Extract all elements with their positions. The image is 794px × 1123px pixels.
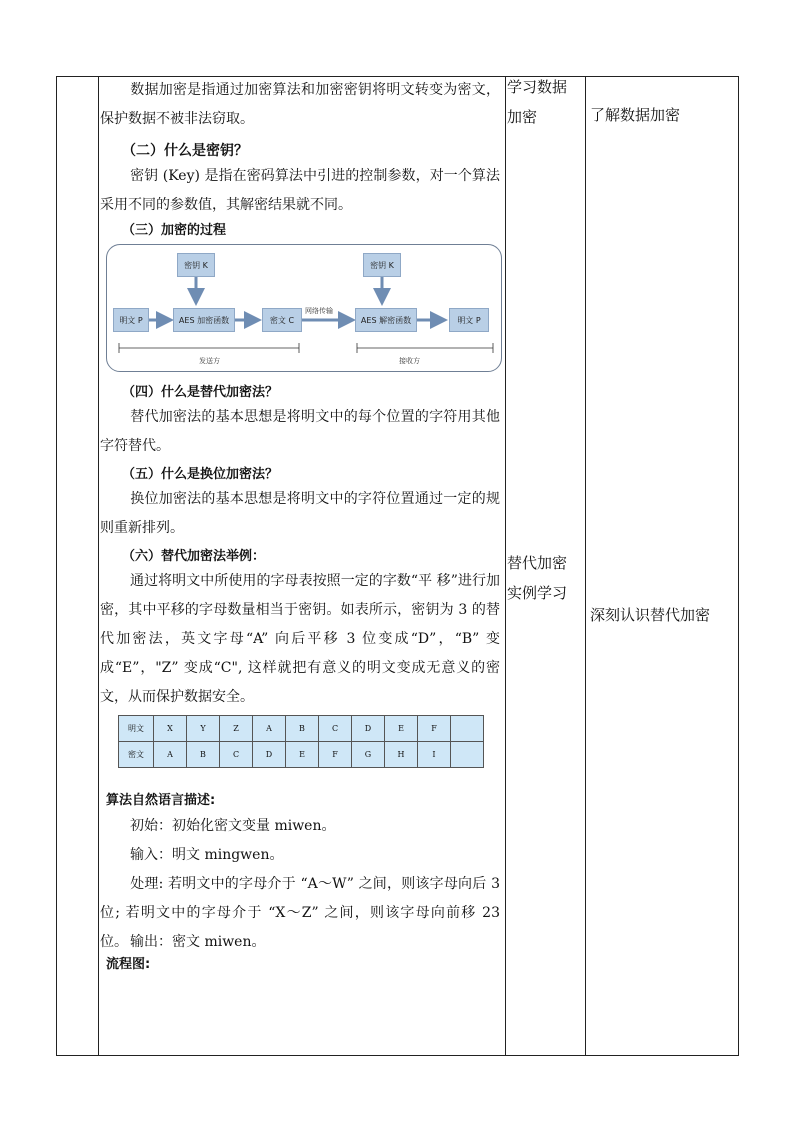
receiver-label: 接收方 — [399, 357, 420, 365]
table-cell: A — [253, 716, 286, 742]
goal-substitution: 深刻认识替代加密 — [590, 606, 711, 624]
column-divider — [98, 76, 99, 1056]
sender-label: 发送方 — [199, 357, 220, 365]
caesar-table — [118, 715, 484, 768]
heading-substitution: （四）什么是替代加密法？ — [122, 385, 279, 400]
step-input: 输入：明文 mingwen。 — [130, 847, 284, 863]
table-row-head: 密文 — [119, 742, 154, 768]
table-row — [119, 716, 484, 742]
step-output: 输出：密文 miwen。 — [130, 934, 266, 950]
table-row — [119, 742, 484, 768]
key-box-left: 密钥 K — [177, 253, 215, 277]
algorithm-title: 算法自然语言描述: — [106, 793, 216, 808]
paragraph-transposition: 换位加密法的基本思想是将明文中的字符位置通过一定的规则重新排列。 — [100, 491, 500, 536]
table-cell: E — [385, 716, 418, 742]
paragraph-substitution: 替代加密法的基本思想是将明文中的每个位置的字符用其他字符替代。 — [100, 409, 500, 454]
table-cell: Y — [187, 716, 220, 742]
table-cell — [451, 742, 484, 768]
network-label: 网络传输 — [305, 307, 333, 315]
heading-example: （六）替代加密法举例： — [122, 549, 266, 564]
decrypt-function-box: AES 解密函数 — [355, 308, 417, 332]
table-cell: D — [352, 716, 385, 742]
column-divider — [585, 76, 586, 1056]
plaintext-box-right: 明文 P — [449, 308, 489, 332]
heading-key: （二）什么是密钥？ — [122, 143, 248, 159]
paragraph-definition: 数据加密是指通过加密算法和加密密钥将明文转变为密文，保护数据不被非法窃取。 — [100, 82, 500, 127]
table-cell: H — [385, 742, 418, 768]
encrypt-function-box: AES 加密函数 — [173, 308, 235, 332]
table-cell: X — [154, 716, 187, 742]
ciphertext-box: 密文 C — [262, 308, 302, 332]
table-cell: D — [253, 742, 286, 768]
goal-understand-encryption: 了解数据加密 — [590, 106, 681, 124]
paragraph-example: 通过将明文中所使用的字母表按照一定的字数“平 移”进行加密，其中平移的字母数量相当于密钥。如表所示，密钥为 3 的替代加密法，英文字母“A” 向后平移 3 位变成“D”，“B” 变成“E”，"Z” 变成“C", 这样就把有意义的明文变成无意义的密文，从而保护数据安全。 — [100, 573, 500, 705]
table-cell: F — [418, 716, 451, 742]
table-cell: Z — [220, 716, 253, 742]
paragraph-key: 密钥 (Key) 是指在密码算法中引进的控制参数，对一个算法采用不同的参数值，其解密结果就不同。 — [100, 168, 500, 213]
heading-transposition: （五）什么是换位加密法？ — [122, 467, 279, 482]
step-process: 处理: 若明文中的字母介于 “A～W” 之间，则该字母向后 3 位; 若明文中的字母介于 “X～Z” 之间，则该字母向前移 23 位。 — [100, 876, 500, 950]
activity-substitution-example: 替代加密实例学习 — [507, 554, 568, 602]
table-cell: G — [352, 742, 385, 768]
table-row-head: 明文 — [119, 716, 154, 742]
key-box-right: 密钥 K — [363, 253, 401, 277]
table-cell — [451, 716, 484, 742]
step-init: 初始：初始化密文变量 miwen。 — [130, 818, 336, 834]
heading-process: （三）加密的过程 — [122, 223, 227, 238]
table-cell: C — [220, 742, 253, 768]
column-divider — [505, 76, 506, 1056]
table-cell: B — [187, 742, 220, 768]
encryption-diagram — [106, 244, 502, 372]
activity-learn-encryption: 学习数据加密 — [507, 78, 568, 126]
table-cell: B — [286, 716, 319, 742]
flowchart-title: 流程图: — [106, 957, 151, 972]
table-cell: C — [319, 716, 352, 742]
plaintext-box-left: 明文 P — [113, 308, 149, 332]
table-cell: I — [418, 742, 451, 768]
table-cell: E — [286, 742, 319, 768]
table-cell: A — [154, 742, 187, 768]
table-cell: F — [319, 742, 352, 768]
